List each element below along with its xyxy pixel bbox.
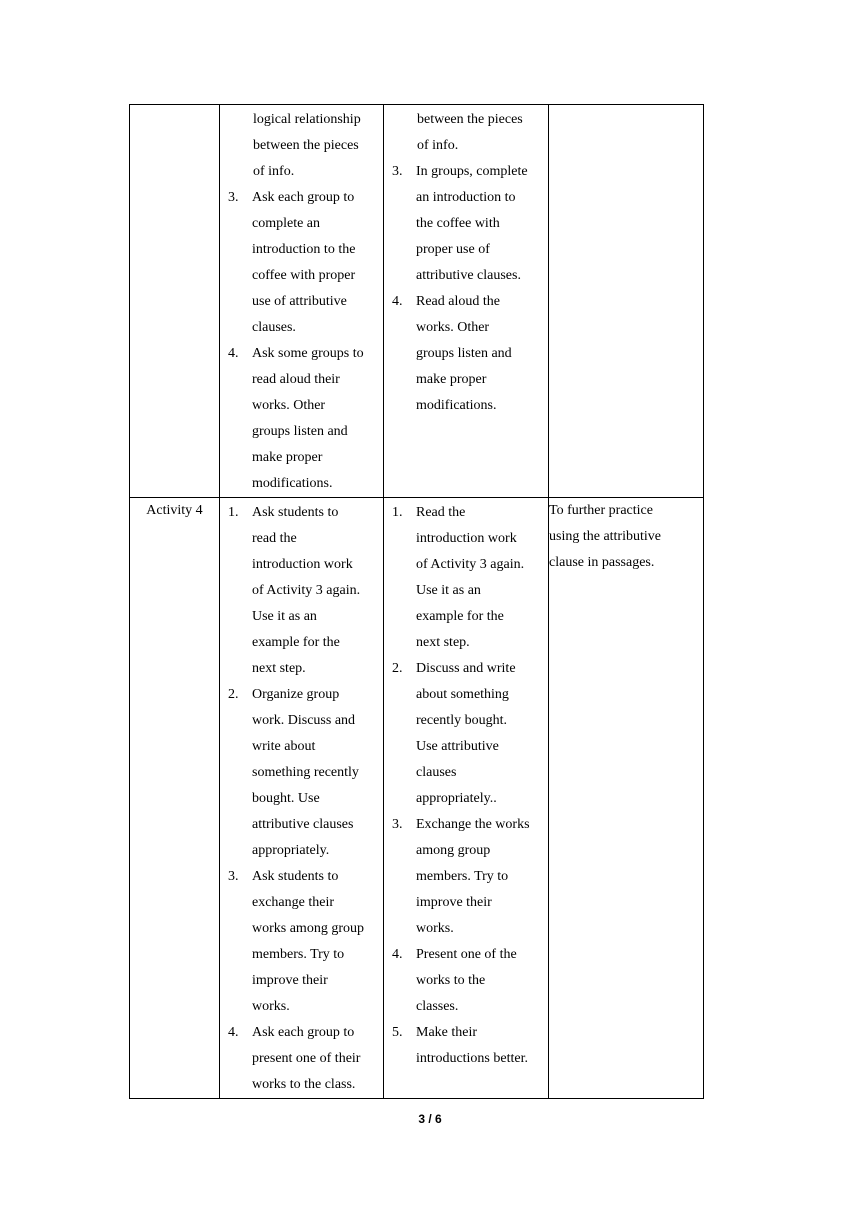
purpose-cell [549,498,704,1099]
step-line: works. Other [416,320,490,335]
step-line: introduction work [416,531,517,546]
continued-line: logical relationship [253,112,361,127]
step-line: Read the [416,505,466,520]
step-line: among group [416,843,491,858]
step-line: coffee with proper [252,268,356,283]
activity-label-cell [130,498,220,1099]
step-number: 4. [392,947,403,962]
step-line: improve their [252,973,328,988]
step-item [384,159,548,289]
teacher-activities-cell [220,105,384,498]
step-line: appropriately.. [416,791,497,806]
step-line: Ask students to [252,505,339,520]
step-line: Present one of the [416,947,517,962]
step-item [384,812,548,942]
step-line: modifications. [252,476,333,491]
continued-line: of info. [417,138,459,153]
step-line: the coffee with [416,216,500,231]
step-line: write about [252,739,316,754]
step-line: groups listen and [252,424,348,439]
step-line: introductions better. [416,1051,528,1066]
purpose-line: using the attributive [549,529,661,544]
step-line: groups listen and [416,346,512,361]
purpose-cell [549,105,704,498]
step-line: recently bought. [416,713,507,728]
step-text [252,1020,383,1098]
step-line: bought. Use [252,791,320,806]
step-line: use of attributive [252,294,347,309]
step-item [220,1020,383,1098]
step-line: attributive clauses. [416,268,521,283]
step-line: next step. [416,635,470,650]
step-item [220,682,383,864]
step-text [416,1020,548,1072]
step-line: present one of their [252,1051,361,1066]
step-line: complete an [252,216,321,231]
step-text [416,656,548,812]
step-line: next step. [252,661,306,676]
step-item [384,500,548,656]
continued-line: between the pieces [253,138,359,153]
step-line: read aloud their [252,372,340,387]
step-line: Ask each group to [252,190,355,205]
step-line: make proper [416,372,487,387]
step-line: works to the [416,973,486,988]
activity-table [129,104,704,1099]
student-step-list [384,500,548,1072]
step-line: improve their [416,895,492,910]
step-line: attributive clauses [252,817,354,832]
step-line: of Activity 3 again. [416,557,525,572]
step-line: clauses. [252,320,296,335]
step-item [220,500,383,682]
step-line: members. Try to [416,869,509,884]
step-text [416,289,548,419]
step-text [252,682,383,864]
step-number: 4. [228,346,239,361]
step-text [416,500,548,656]
step-item [384,656,548,812]
step-text [252,341,383,497]
step-text [416,159,548,289]
step-number: 3. [228,190,239,205]
page-number: 3 / 6 [418,1112,442,1126]
step-line: works among group [252,921,364,936]
step-line: read the [252,531,297,546]
table-row [130,105,704,498]
step-line: Read aloud the [416,294,500,309]
step-line: exchange their [252,895,335,910]
step-item [220,341,383,497]
step-line: proper use of [416,242,490,257]
step-line: classes. [416,999,459,1014]
step-line: Ask each group to [252,1025,355,1040]
step-item [220,864,383,1020]
step-line: an introduction to [416,190,516,205]
continued-line: of info. [253,164,295,179]
student-step-list [384,159,548,419]
purpose-line: clause in passages. [549,555,655,570]
step-number: 3. [392,817,403,832]
step-line: work. Discuss and [252,713,356,728]
step-line: Ask some groups to [252,346,364,361]
step-line: Use it as an [252,609,317,624]
step-item [220,185,383,341]
step-line: members. Try to [252,947,345,962]
purpose-line: To further practice [549,503,653,518]
step-number: 4. [228,1025,239,1040]
step-line: Ask students to [252,869,339,884]
step-line: appropriately. [252,843,330,858]
activity-label-cell [130,105,220,498]
step-number: 2. [392,661,403,676]
step-line: introduction work [252,557,353,572]
step-number: 2. [228,687,239,702]
step-line: works. [416,921,454,936]
step-line: In groups, complete [416,164,528,179]
step-item [384,289,548,419]
student-activities-cell [384,105,549,498]
step-line: Use it as an [416,583,481,598]
step-text [252,185,383,341]
step-line: Use attributive [416,739,499,754]
step-item [384,942,548,1020]
teacher-activities-cell [220,498,384,1099]
student-activities-cell [384,498,549,1099]
teacher-step-list [220,500,383,1098]
step-line: Make their [416,1025,478,1040]
step-text [416,942,548,1020]
step-number: 3. [228,869,239,884]
step-text [416,812,548,942]
step-line: Organize group [252,687,340,702]
step-number: 5. [392,1025,403,1040]
step-line: clauses [416,765,457,780]
step-text [252,500,383,682]
step-line: works. [252,999,290,1014]
step-line: works. Other [252,398,326,413]
step-number: 3. [392,164,403,179]
step-text [252,864,383,1020]
step-line: about something [416,687,509,702]
step-line: of Activity 3 again. [252,583,361,598]
step-line: Exchange the works [416,817,530,832]
step-number: 1. [228,505,239,520]
step-item [384,1020,548,1072]
continued-line: between the pieces [417,112,523,127]
step-line: example for the [416,609,504,624]
activity-label: Activity 4 [146,503,203,518]
step-line: example for the [252,635,340,650]
step-line: modifications. [416,398,497,413]
step-line: Discuss and write [416,661,516,676]
step-line: works to the class. [252,1077,356,1092]
step-line: make proper [252,450,323,465]
step-line: something recently [252,765,359,780]
step-number: 1. [392,505,403,520]
step-line: introduction to the [252,242,356,257]
step-number: 4. [392,294,403,309]
teacher-step-list [220,185,383,497]
table-row [130,498,704,1099]
